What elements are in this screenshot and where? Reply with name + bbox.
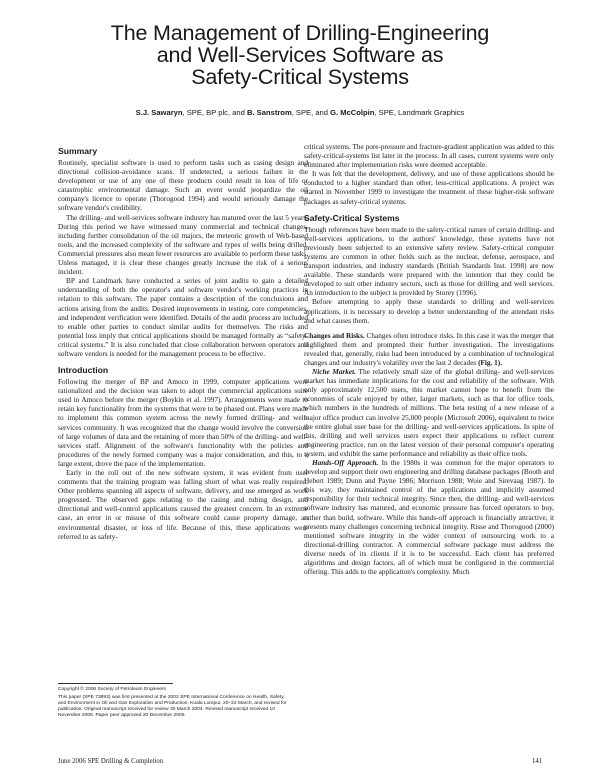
summary-paragraph: The drilling- and well-services software industry has matured over the last 5 years. During this period we have witnessed many commercial and technical changes, including further consolidation of the oil majors, the meteoric growth of Web-based tools, and the increased complexity of the software and types of wells being drilled. Commercial pressures also mean fewer resources are available to perform these tasks. Unless managed, it is clear these changes greatly increase the risk of a serious incident.	[58, 213, 308, 277]
title-line: and Well-Services Software as	[156, 43, 444, 67]
footnote	[58, 687, 290, 721]
paragraph-text: The relatively small size of the global drilling- and well-services market has immediate implications for the cost and reliability of the software. With only approximately 12,500 users, this market cannot hope to benefit from the economies of scale enjoyed by other, larger markets, such as that for office tools, which numbers in the hundreds of millions. The beta testing of a new release of a major office product can involve 25,000 people (Microsoft 2006), equivalent to twice the entire global user base for the drilling- and well-services applications. In spite of this, drilling and well services users expect their applications to reflect current engineering practice, run on the latest version of their personal computer's operating system, and exhibit the same performance and reliability as their office tools.	[304, 368, 554, 458]
author-name: B. Sanstrom	[246, 108, 292, 117]
author-affiliation: , SPE, and	[291, 108, 331, 117]
author-affiliation: , SPE, BP plc, and	[182, 108, 247, 117]
run-in-heading: Hands-Off Approach.	[312, 459, 379, 467]
copyright-notice: Copyright © 2006 Society of Petroleum Engineers	[58, 687, 166, 692]
run-in-heading: Niche Market.	[312, 368, 356, 377]
publication-note: This paper (SPE 73893) was first presented at the 2002 SPE International Conference on Health, Safety, and Environment in Oil and Gas Exploration and Production, Kuala Lumpur, 20–22 March, and revised for publication. Original manuscript received for review 30 March 2004. Revised manuscript received 10 November 2005. Paper peer approved 20 December 2005.	[58, 695, 287, 719]
figure-reference: (Fig. 1).	[478, 358, 503, 367]
intro-paragraph: Following the merger of BP and Amoco in 1999, computer applications were rationalized and the decision was taken to adopt the commercial applications suite used in Amoco before the merger (Boykin et al. 1997). Arrangements were made to retain key functionality from the systems that were to be phased out. Plans were made to implement this common system across the newly formed drilling- and well-services community. It was recognized that the change would involve the conversion of large volumes of data and the retaining of more than 50% of the drilling- and well-services staff. Alignment of the software's functionality with the policies and procedures of the newly formed company was a major consideration, and this, to a large extent, drove the pace of the implementation.	[58, 378, 308, 468]
body-paragraph: Before attempting to apply these standards to drilling and well-services applications, it is necessary to develop a better understanding of the attendant risks and what causes them.	[304, 298, 554, 325]
introduction-heading: Introduction	[58, 365, 109, 376]
changes-risks-paragraph	[304, 332, 554, 368]
author-name: S.J. Sawaryn	[135, 108, 183, 117]
journal-footer: June 2006 SPE Drilling & Completion	[58, 758, 164, 765]
title-line: Safety-Critical Systems	[191, 65, 409, 89]
run-in-heading: Changes and Risks.	[304, 331, 365, 340]
summary-paragraph: BP and Landmark have conducted a series of joint audits to gain a detailed understanding of both the operator's and software vendor's working practices in relation to this software. The paper contains a description of the conclusions and actions arising from the audits. Desired improvements in testing, core competencies, and independent verification were identified. Details of the audit process are included to enable other parties to conduct similar audits for themselves. The risks and potential loss imply that critical applications should be managed formally as “safety-critical systems.” It is also concluded that close collaboration between operators and software vendors is needed for the management process to be effective.	[58, 277, 308, 358]
right-column	[304, 143, 554, 577]
body-paragraph: It was felt that the development, delivery, and use of these applications should be conducted to a higher standard than other, less-critical applications. A project was started in November 1999 to investigate the treatment of these higher-risk software packages as safety-critical systems.	[304, 170, 554, 206]
safety-critical-heading: Safety-Critical Systems	[304, 212, 400, 223]
paragraph-text: Changes often introduce risks. In this case it was the merger that highlighted them and prompted their further investigation. The investigations revealed that, generally, risks had been introduced by a combination of technological changes and our industry's volatility over the last 2 decades	[304, 331, 554, 367]
title-line: The Management of Drilling-Engineering	[110, 21, 490, 45]
author-name: G. McColpin	[330, 108, 375, 117]
page-number: 141	[532, 758, 543, 765]
body-paragraph: critical systems. The pore-pressure and fracture-gradient application was added to this safety-critical-systems list later in the process. In all cases, current systems were only eliminated after implementation risks were deemed acceptable.	[304, 143, 554, 170]
intro-paragraph: Early in the roll out of the new software system, it was evident from user comments that the training program was falling short of what was really required. Other problems spanning all aspects of software, delivery, and use emerged as work progressed. The observed gaps relating to the casing and tubing design, and directional and well-control applications caused the greatest concern. In an extreme case, an error in or misuse of this software could cause property damage, an environmental disaster, or loss of life. Because of this, these applications were referred to as safety-	[58, 469, 308, 541]
niche-market-paragraph	[304, 368, 554, 459]
hands-off-paragraph	[304, 459, 554, 577]
footnote-divider	[58, 683, 173, 684]
summary-paragraph: Routinely, specialist software is used to perform tasks such as casing design and directional collision-avoidance scans. If undetected, a serious failure in the development or use of any one of these products could result in loss of life or catastrophic environmental damage. Such an event would jeopardize the oil company's licence to operate (Thorogood 1994) and would seriously damage the software vendor's credibility.	[58, 159, 308, 213]
author-line	[40, 108, 560, 117]
paper-title	[40, 22, 560, 88]
author-affiliation: , SPE, Landmark Graphics	[374, 108, 465, 117]
body-paragraph: Though references have been made to the safety-critical nature of certain drilling- and well-services applications, to the authors' knowledge, these systems have not previously been subjected to an extensive safety review. Safety-critical computer systems are common in other fields such as the nuclear, defense, aerospace, and transport industries, and industry standards (British Standards Inst. 1998) are now available. These standards were prepared with the intention that they could be developed to suit other industry sectors, such as those for drilling and well services. An introduction to the subject is provided by Storey (1996).	[304, 225, 554, 298]
left-column	[58, 146, 308, 542]
summary-heading: Summary	[58, 146, 98, 156]
paragraph-text: In the 1980s it was common for the major operators to develop and support their own engineering and drilling database packages (Booth and Hebert 1989; Dunn and Payne 1986; Morrison 1988; Woie and Sirevaag 1987). In this way, they maintained control of the applications and implicitly assumed responsibility for their technical integrity. Since then, the drilling- and well-services software industry has matured, and economic pressure has forced operators to buy, rather than build, software. While this hands-off approach is financially attractive, it presents many challenges concerning technical integrity. Risse and Thorogood (2000) mentioned software integrity in the wider context of outsourcing work to a directional-drilling contractor. A commercial software package must address the diverse needs of its clients if it is to be successful. Each client has preferred algorithms and design factors, all of which must be configured in the commercial offering. This adds to the application's complexity. Much	[304, 459, 554, 577]
